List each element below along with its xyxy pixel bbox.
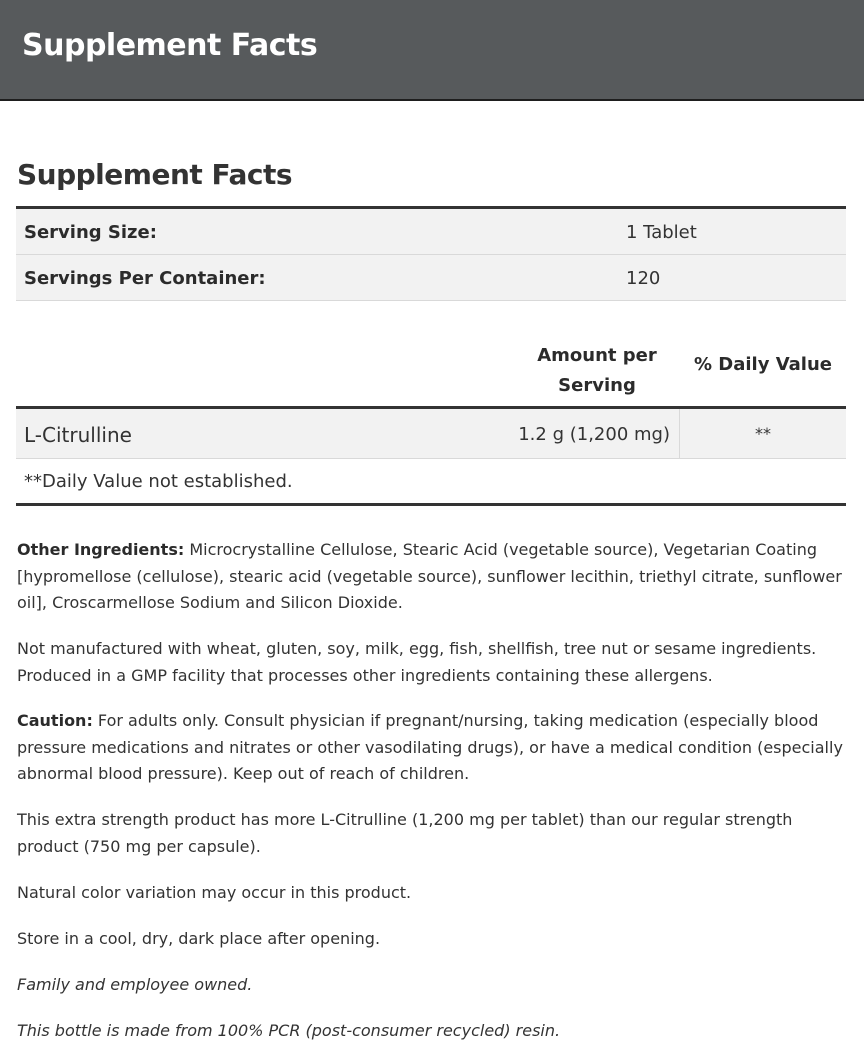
- caution-paragraph: [17, 708, 847, 788]
- serving-table: [16, 206, 846, 301]
- header-title: Supplement Facts: [22, 28, 318, 63]
- serving-size-row: [16, 209, 846, 255]
- column-header-amount: [508, 341, 686, 401]
- footnote-text: **Daily Value not established.: [24, 471, 293, 492]
- color-variation-paragraph: Natural color variation may occur in this product.: [17, 883, 412, 902]
- storage-paragraph: Store in a cool, dry, dark place after opening.: [17, 929, 381, 948]
- family-owned-paragraph: Family and employee owned.: [17, 975, 253, 994]
- caution-label: Caution:: [17, 711, 93, 730]
- other-ingredients-label: Other Ingredients:: [17, 540, 185, 559]
- nutrient-name: L-Citrulline: [24, 423, 132, 447]
- other-ingredients-text: Microcrystalline Cellulose, Stearic Acid (vegetable source), Vegetarian Coating [hypromellose (cellulose), stearic acid (vegetable source), sunflower lecithin, triethyl citrate, sunflower oil], Croscarmellose Sodium and Silicon Dioxide.: [17, 540, 842, 612]
- serving-size-value: 1 Tablet: [626, 222, 697, 243]
- table-row: [16, 409, 846, 459]
- strength-paragraph: This extra strength product has more L-Citrulline (1,200 mg per tablet) than our regular strength product (750 mg per capsule).: [17, 810, 793, 856]
- caution-text: For adults only. Consult physician if pregnant/nursing, taking medication (especially blood pressure medications and nitrates or other vasodilating drugs), or have a medical condition (especially abnormal blood pressure). Keep out of reach of children.: [17, 711, 843, 783]
- servings-per-container-row: [16, 255, 846, 301]
- footnote-row: [16, 459, 846, 506]
- servings-per-container-label: Servings Per Container:: [24, 268, 266, 289]
- serving-size-label: Serving Size:: [24, 222, 157, 243]
- header-bar: [0, 0, 864, 101]
- column-header-amount-line2: Serving: [558, 375, 636, 396]
- other-ingredients-paragraph: [17, 537, 847, 617]
- bottle-resin-paragraph: This bottle is made from 100% PCR (post-consumer recycled) resin.: [17, 1021, 561, 1040]
- servings-per-container-value: 120: [626, 268, 661, 289]
- column-header-daily-value: % Daily Value: [693, 354, 832, 375]
- column-header-amount-line1: Amount per: [537, 345, 657, 366]
- nutrient-amount: 1.2 g (1,200 mg): [518, 424, 670, 445]
- page-title: Supplement Facts: [17, 158, 293, 191]
- nutrient-table: [16, 406, 846, 506]
- allergens-paragraph: Not manufactured with wheat, gluten, soy, milk, egg, fish, shellfish, tree nut or sesame ingredients. Produced in a GMP facility that processes other ingredients containing these allergens.: [17, 639, 817, 685]
- nutrient-daily-value: **: [755, 424, 771, 443]
